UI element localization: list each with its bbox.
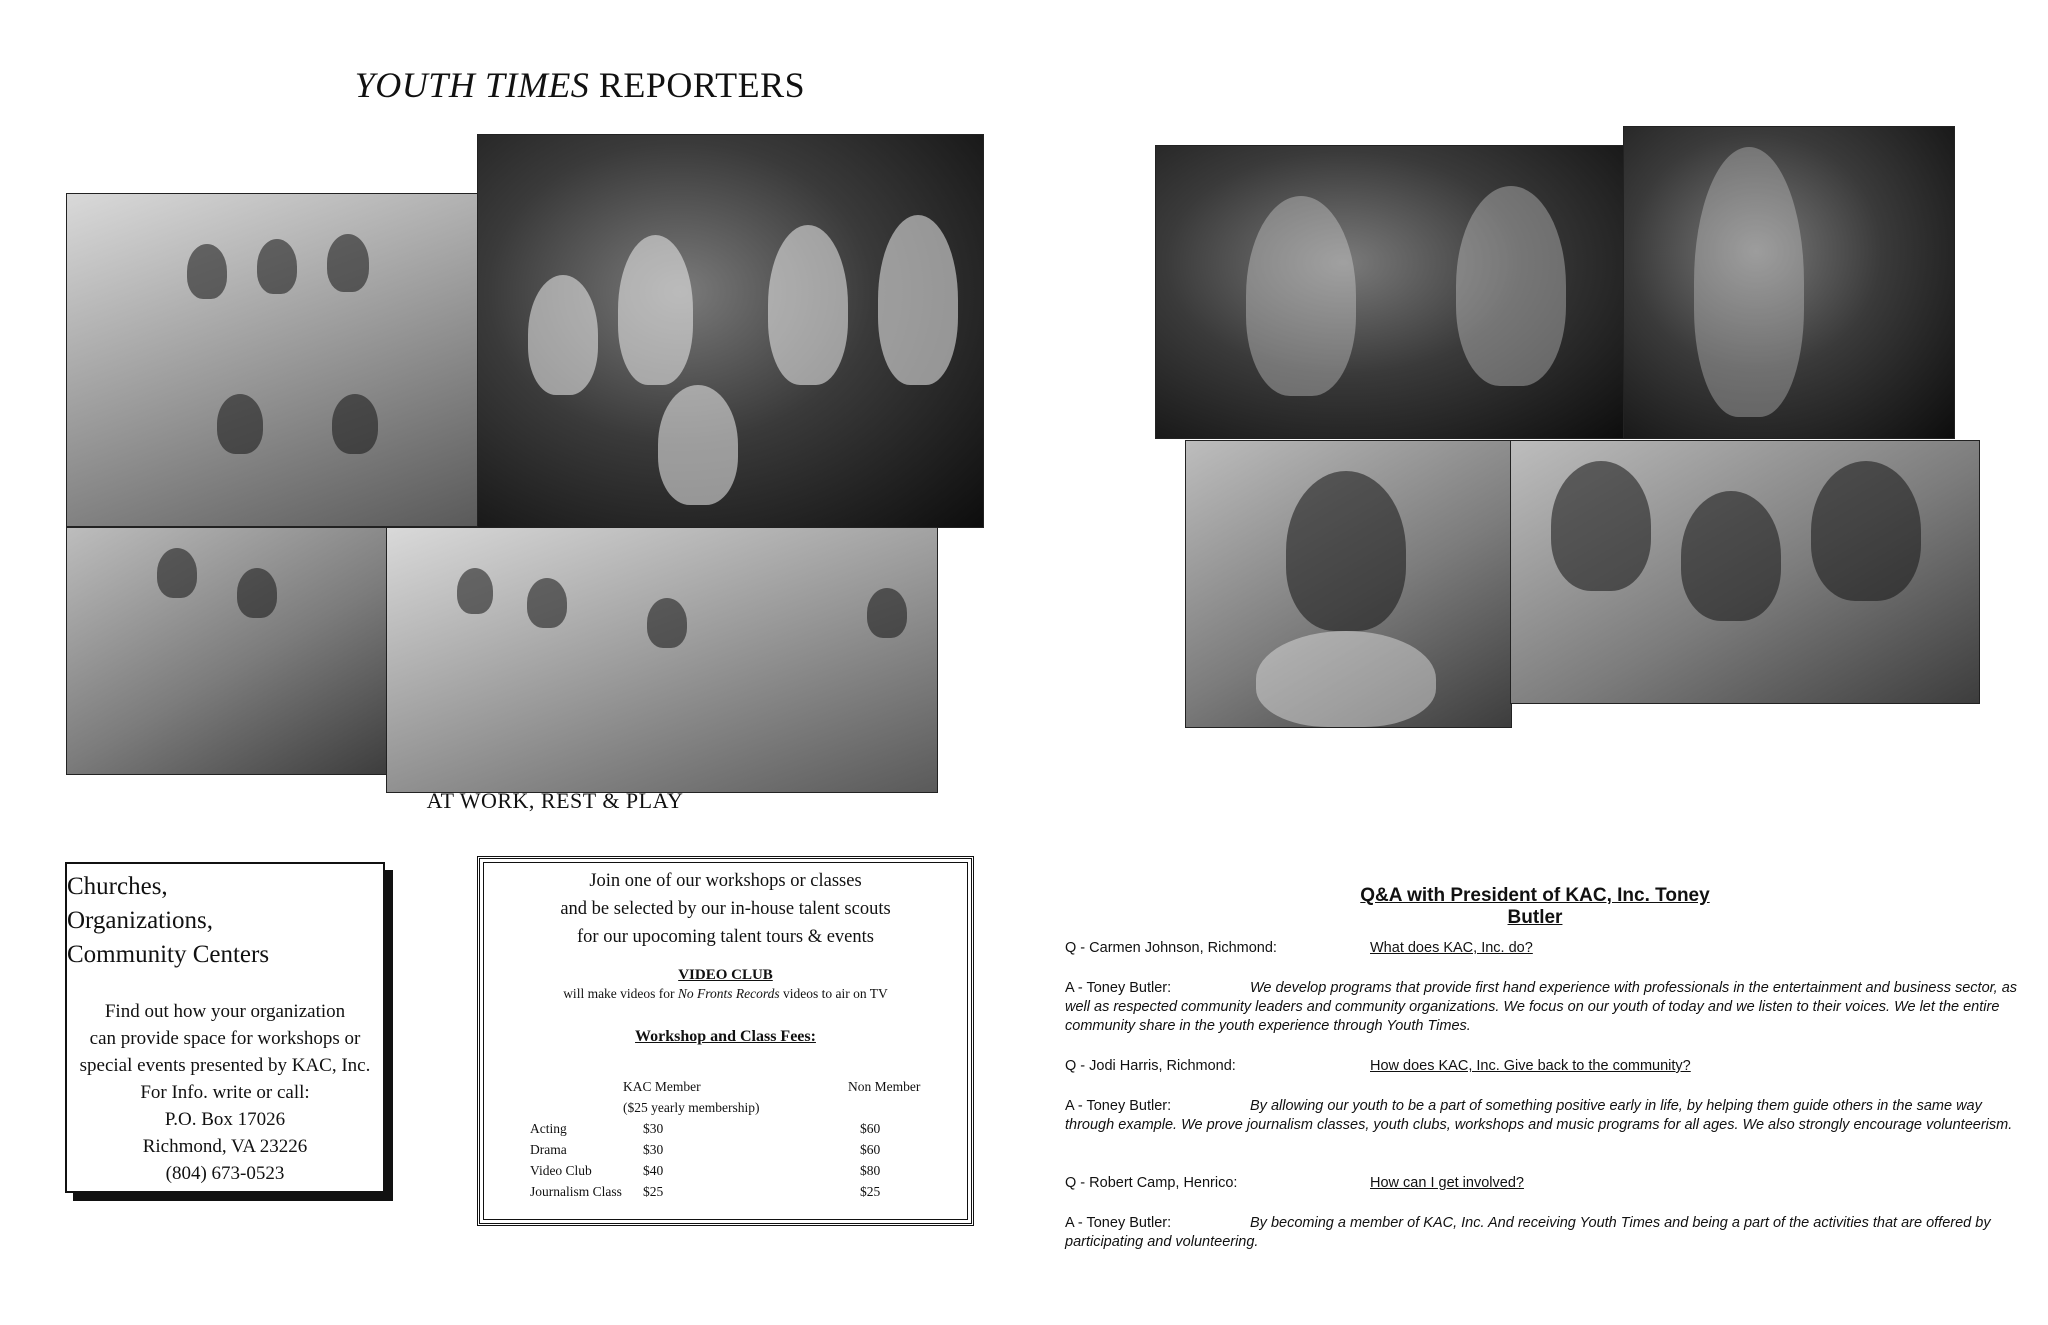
photo-caption: AT WORK, REST & PLAY	[426, 788, 684, 813]
workshop-intro	[480, 867, 971, 951]
video-club-desc	[480, 986, 971, 1002]
fee-row	[530, 1121, 950, 1142]
fees-header-note	[530, 1100, 950, 1121]
workshop-intro-line: Join one of our workshops or classes	[589, 871, 862, 891]
churches-body-line: can provide space for workshops or	[89, 1028, 361, 1049]
churches-address: P.O. Box 17026	[164, 1109, 286, 1130]
churches-city: Richmond, VA 23226	[142, 1136, 308, 1157]
headline-rest: REPORTERS	[589, 65, 806, 105]
fee-member: $25	[643, 1184, 664, 1199]
fee-row	[530, 1142, 950, 1163]
answer-speaker: A - Toney Butler:	[1065, 980, 1172, 996]
video-club-desc-label: No Fronts Records	[677, 986, 780, 1001]
question-asker: Q - Jodi Harris, Richmond:	[1065, 1058, 1236, 1074]
churches-ad-box	[65, 862, 385, 1193]
churches-phone: (804) 673-0523	[165, 1163, 285, 1184]
churches-body-line: Find out how your organization	[104, 1001, 346, 1022]
video-club-desc-pre: will make videos for	[563, 986, 678, 1001]
col-member: KAC Member	[623, 1079, 701, 1094]
question-asker: Q - Carmen Johnson, Richmond:	[1065, 940, 1277, 956]
fee-member: $40	[643, 1163, 664, 1178]
fees-header	[530, 1079, 950, 1100]
qa-question	[1065, 1058, 1691, 1074]
fees-table	[530, 1079, 950, 1205]
video-club-desc-post: videos to air on TV	[779, 986, 888, 1001]
photo-performer-onstage	[1623, 126, 1955, 439]
col-member-note: ($25 yearly membership)	[623, 1100, 760, 1115]
question-text: How can I get involved?	[1370, 1175, 1524, 1191]
fee-non: $80	[860, 1163, 881, 1178]
headline-italic: YOUTH TIMES	[354, 65, 590, 105]
answer-speaker: A - Toney Butler:	[1065, 1098, 1172, 1114]
workshop-intro-line: for our upocoming talent tours & events	[577, 927, 874, 947]
col-nonmember: Non Member	[848, 1079, 921, 1094]
churches-heading-line: Organizations,	[67, 907, 214, 934]
qa-answer	[1065, 1214, 2020, 1252]
fee-non: $60	[860, 1142, 881, 1157]
photo-classroom	[386, 527, 938, 793]
churches-body	[67, 998, 383, 1187]
fee-member: $30	[643, 1142, 664, 1157]
answer-text: We develop programs that provide first hand experience with professionals in the entertainment and business sector, as well as respected community leaders and community organizations. We focus on our youth of today and we listen to their voices. We let the entire community share in the youth experience through Youth Times.	[1065, 980, 2018, 1034]
qa-question	[1065, 940, 1533, 956]
page-headline	[300, 64, 860, 106]
answer-speaker: A - Toney Butler:	[1065, 1215, 1172, 1231]
fee-row	[530, 1184, 950, 1205]
question-text: How does KAC, Inc. Give back to the community?	[1370, 1058, 1691, 1074]
photo-group-tshirts	[477, 134, 984, 528]
photo-portrait-girl	[1185, 440, 1512, 728]
qa-title: Q&A with President of KAC, Inc. Toney Butler	[1360, 885, 1710, 928]
churches-heading	[67, 864, 383, 972]
fee-name: Video Club	[530, 1163, 592, 1178]
photo-reading-room	[66, 527, 388, 775]
qa-answer	[1065, 979, 2020, 1036]
photo-group-reporters	[66, 193, 478, 527]
fee-name: Drama	[530, 1142, 567, 1157]
churches-body-line: For Info. write or call:	[140, 1082, 310, 1103]
qa-answer	[1065, 1097, 2020, 1135]
churches-heading-line: Community Centers	[67, 941, 270, 968]
fee-non: $60	[860, 1121, 881, 1136]
question-text: What does KAC, Inc. do?	[1370, 940, 1533, 956]
fee-row	[530, 1163, 950, 1184]
fee-name: Acting	[530, 1121, 567, 1136]
fee-non: $25	[860, 1184, 881, 1199]
photo-three-friends	[1510, 440, 1980, 704]
photo-performers-dancing	[1155, 145, 1625, 439]
churches-heading-line: Churches,	[67, 873, 168, 900]
workshop-box	[477, 856, 974, 1226]
fees-title: Workshop and Class Fees:	[635, 1028, 816, 1045]
qa-question	[1065, 1175, 1524, 1191]
video-club-title: VIDEO CLUB	[678, 967, 773, 983]
workshop-intro-line: and be selected by our in-house talent scouts	[560, 899, 891, 919]
fee-name: Journalism Class	[530, 1184, 622, 1199]
answer-text: By allowing our youth to be a part of something positive early in life, by helping them guide others in the same way through example. We prove journalism classes, youth clubs, workshops and music programs for all ages. We also strongly encourage volunteerism.	[1065, 1098, 2013, 1133]
churches-body-line: special events presented by KAC, Inc.	[79, 1055, 371, 1076]
answer-text: By becoming a member of KAC, Inc. And receiving Youth Times and being a part of the activities that are offered by participating and volunteering.	[1065, 1215, 1991, 1250]
question-asker: Q - Robert Camp, Henrico:	[1065, 1175, 1238, 1191]
fee-member: $30	[643, 1121, 664, 1136]
